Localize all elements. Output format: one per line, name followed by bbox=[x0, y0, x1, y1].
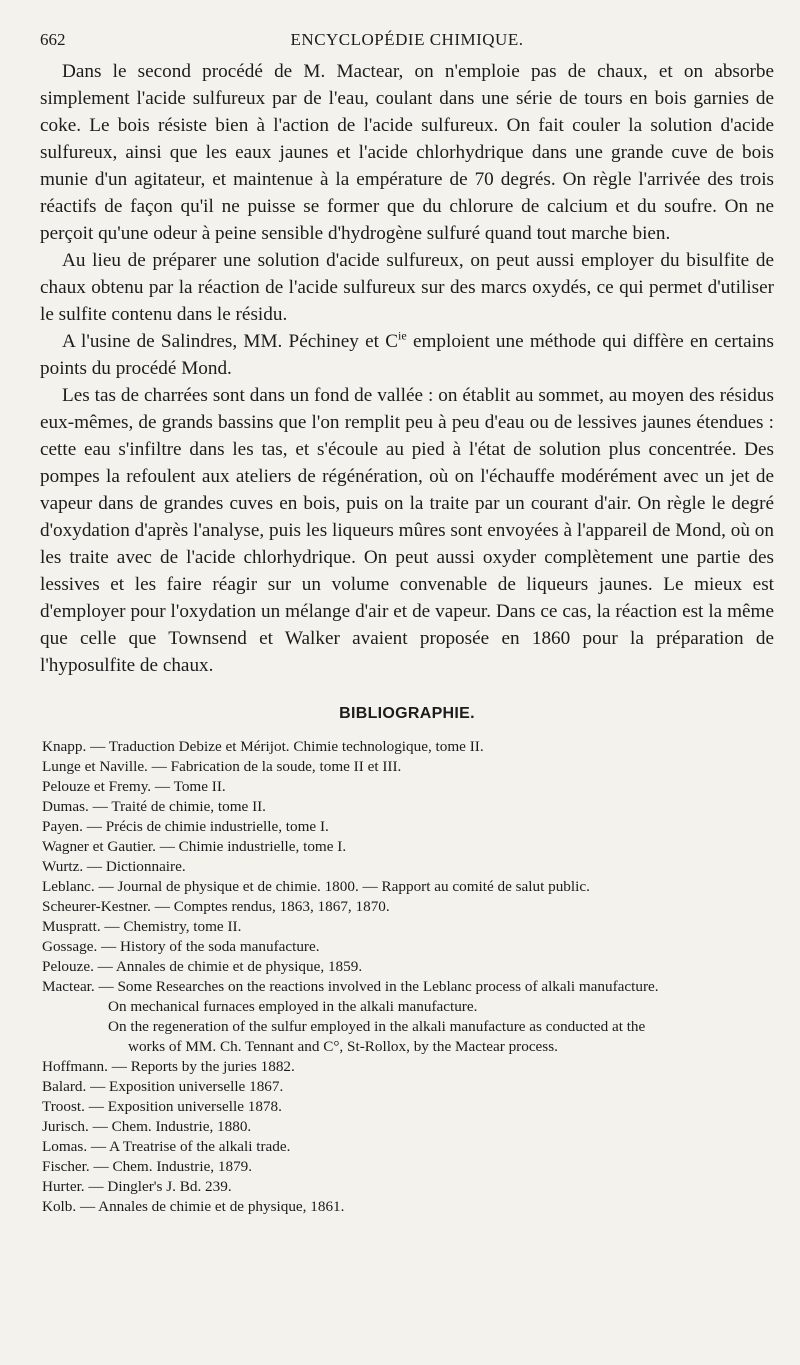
list-item: Lomas. — A Treatrise of the alkali trade. bbox=[42, 1138, 291, 1155]
body-text bbox=[40, 58, 774, 679]
list-item: Wagner et Gautier. — Chimie industrielle, tome I. bbox=[42, 838, 347, 855]
list-item-sub: On the regeneration of the sulfur employed in the alkali manufacture as conducted at the bbox=[108, 1018, 646, 1035]
list-item: Pelouze et Fremy. — Tome II. bbox=[42, 778, 226, 795]
bibliography-title: BIBLIOGRAPHIE. bbox=[339, 705, 475, 722]
paragraph-salindres: A l'usine de Salindres, MM. Péchiney et $C^{ie}$ emploient une méthode qui diffère en certains points du procédé Mond. bbox=[40, 328, 774, 379]
list-item: Lunge et Naville. — Fabrication de la soude, tome II et III. bbox=[42, 758, 402, 775]
list-item: Balard. — Exposition universelle 1867. bbox=[42, 1078, 284, 1095]
page bbox=[40, 30, 774, 1217]
list-item-sub: On mechanical furnaces employed in the alkali manufacture. bbox=[108, 998, 478, 1015]
list-item: Jurisch. — Chem. Industrie, 1880. bbox=[42, 1118, 252, 1135]
list-item-sub: works of MM. Ch. Tennant and C°, St-Rollox, by the Mactear process. bbox=[128, 1038, 558, 1055]
list-item: Troost. — Exposition universelle 1878. bbox=[42, 1098, 282, 1115]
list-item: Gossage. — History of the soda manufacture. bbox=[42, 938, 320, 955]
list-item: Scheurer-Kestner. — Comptes rendus, 1863, 1867, 1870. bbox=[42, 898, 390, 915]
list-item: Pelouze. — Annales de chimie et de physique, 1859. bbox=[42, 958, 363, 975]
list-item: Dumas. — Traité de chimie, tome II. bbox=[42, 798, 266, 815]
list-item: Knapp. — Traduction Debize et Mérijot. Chimie technologique, tome II. bbox=[42, 738, 484, 755]
paragraph: Au lieu de préparer une solution d'acide sulfureux, on peut aussi employer du bisulfite de chaux obtenu par la réaction de l'acide sulfureux sur des marcs oxydés, ce qui permet d'utiliser le sulfite contenu dans le résidu. bbox=[40, 250, 774, 325]
list-item: Hoffmann. — Reports by the juries 1882. bbox=[42, 1058, 295, 1075]
list-item: Leblanc. — Journal de physique et de chimie. 1800. — Rapport au comité de salut public. bbox=[42, 878, 590, 895]
list-item: Hurter. — Dingler's J. Bd. 239. bbox=[42, 1178, 232, 1195]
list-item: Payen. — Précis de chimie industrielle, tome I. bbox=[42, 818, 329, 835]
list-item: Muspratt. — Chemistry, tome II. bbox=[42, 918, 242, 935]
list-item: Kolb. — Annales de chimie et de physique, 1861. bbox=[42, 1198, 345, 1215]
list-item: Wurtz. — Dictionnaire. bbox=[42, 858, 186, 875]
list-item: Mactear. — Some Researches on the reactions involved in the Leblanc process of alkali manufacture. bbox=[42, 978, 659, 995]
paragraph: Les tas de charrées sont dans un fond de vallée : on établit au sommet, au moyen des résidus eux-mêmes, de grands bassins que l'on remplit peu à peu d'eau ou de lessives jaunes étendues : cette eau s'infiltre dans les tas, et s'écoule au pied à l'état de solution plus concentrée. Des pompes la refoulent aux ateliers de régénération, où on l'échauffe modérément avec un jet de vapeur dans de grandes cuves en bois, puis on la traite par un courant d'air. On règle le degré d'oxydation d'après l'analyse, puis les liqueurs mûres sont envoyées à l'appareil de Mond, où on les traite avec de l'acide chlorhydrique. On peut aussi oxyder complètement une partie des lessives et les faire réagir sur un volume convenable de liqueurs jaunes. Le mieux est d'employer pour l'oxydation un mélange d'air et de vapeur. Dans ce cas, la réaction est la même que celle que Townsend et Walker avaient proposée en 1860 pour la préparation de l'hyposulfite de chaux. bbox=[40, 385, 774, 676]
paragraph: Dans le second procédé de M. Mactear, on n'emploie pas de chaux, et on absorbe simplement l'acide sulfureux par de l'eau, coulant dans une série de tours en bois garnies de coke. Le bois résiste bien à l'action de l'acide sulfureux. On fait couler la solution d'acide sulfureux, ainsi que les eaux jaunes et l'acide chlorhydrique dans une grande cuve de bois munie d'un agitateur, et maintenue à la empérature de 70 degrés. On règle l'arrivée des trois réactifs de façon qu'il ne puisse se former que du chlorure de calcium et du soufre. On ne perçoit qu'une odeur à peine sensible d'hydrogène sulfuré quand tout marche bien. bbox=[40, 61, 774, 244]
page-number: 662 bbox=[40, 30, 66, 49]
running-title: ENCYCLOPÉDIE CHIMIQUE. bbox=[290, 30, 524, 49]
bibliography-list bbox=[40, 737, 774, 1217]
page-header bbox=[40, 30, 774, 58]
list-item: Fischer. — Chem. Industrie, 1879. bbox=[42, 1158, 253, 1175]
